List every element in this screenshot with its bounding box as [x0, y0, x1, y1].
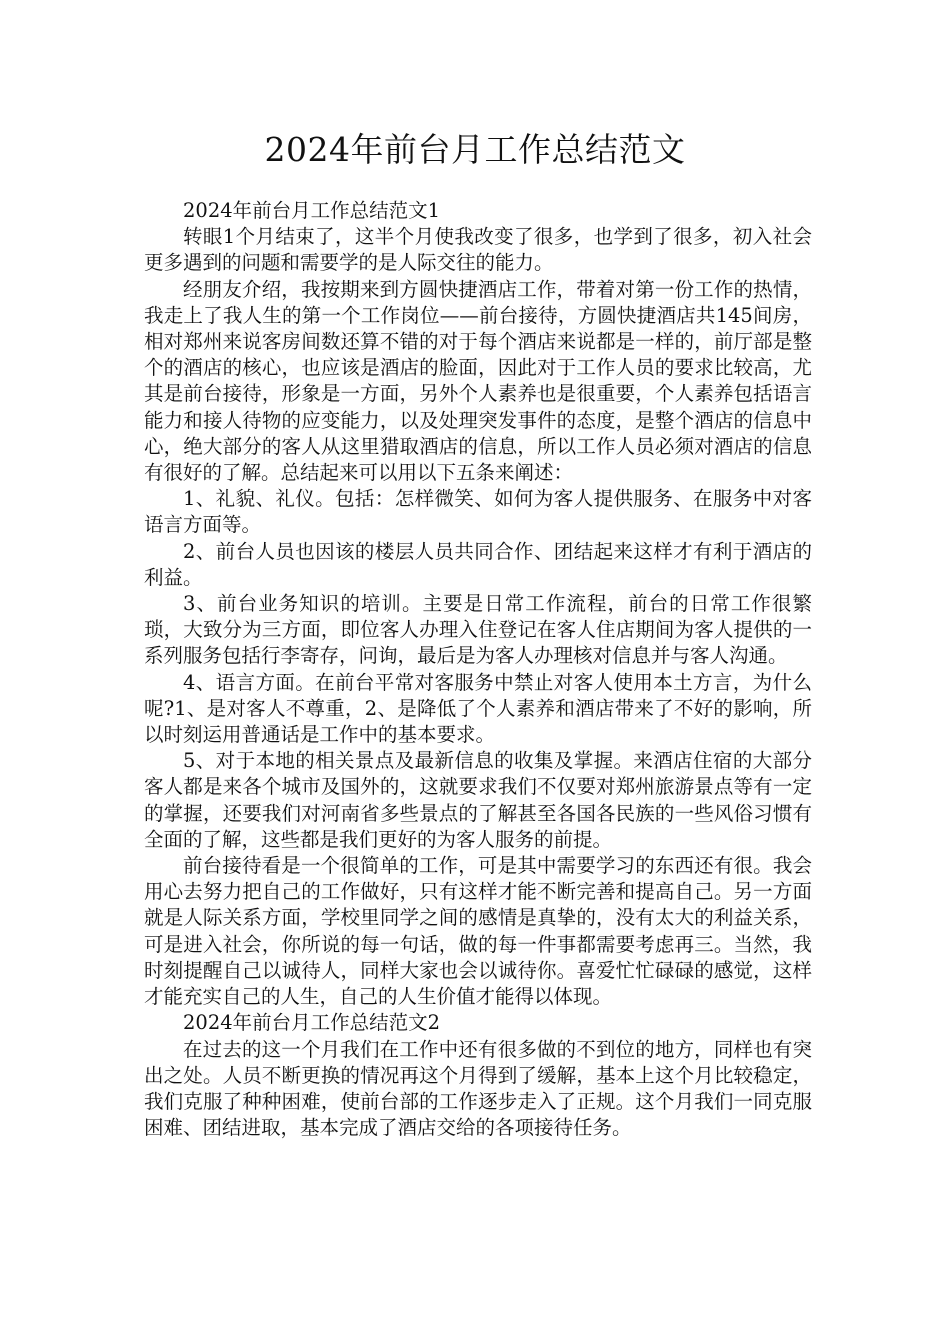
- paragraph-point-4: 4、语言方面。在前台平常对客服务中禁止对客人使用本土方言，为什么呢?1、是对客人不尊重，2、是降低了个人素养和酒店带来了不好的影响，所以时刻运用普通话是工作中的基本要求。: [144, 670, 812, 747]
- paragraph-background: 经朋友介绍，我按期来到方圆快捷酒店工作，带着对第一份工作的热情，我走上了我人生的第一个工作岗位——前台接待，方圆快捷酒店共145间房，相对郑州来说客房间数还算不错的对于每个酒店来说都是一样的，前厅部是整个的酒店的核心，也应该是酒店的脸面，因此对于工作人员的要求比较高，尤其是前台接待，形象是一方面，另外个人素养也是很重要，个人素养包括语言能力和接人待物的应变能力，以及处理突发事件的态度，是整个酒店的信息中心，绝大部分的客人从这里猎取酒店的信息，所以工作人员必须对酒店的信息有很好的了解。总结起来可以用以下五条来阐述：: [144, 277, 812, 485]
- paragraph-point-2: 2、前台人员也因该的楼层人员共同合作、团结起来这样才有利于酒店的利益。: [144, 539, 812, 589]
- document-body: [144, 198, 812, 1141]
- paragraph-point-5: 5、对于本地的相关景点及最新信息的收集及掌握。来酒店住宿的大部分客人都是来各个城市及国外的，这就要求我们不仅要对郑州旅游景点等有一定的掌握，还要我们对河南省多些景点的了解甚至各国各民族的一些风俗习惯有全面的了解，这些都是我们更好的为客人服务的前提。: [144, 749, 812, 851]
- paragraph-section-2: 在过去的这一个月我们在工作中还有很多做的不到位的地方，同样也有突出之处。人员不断更换的情况再这个月得到了缓解，基本上这个月比较稳定，我们克服了种种困难，使前台部的工作逐步走入了正规。这个月我们一同克服困难、团结进取，基本完成了酒店交给的各项接待任务。: [144, 1037, 812, 1140]
- section-heading-1: 2024年前台月工作总结范文1: [183, 199, 441, 222]
- paragraph-intro: 转眼1个月结束了，这半个月使我改变了很多，也学到了很多，初入社会更多遇到的问题和需要学的是人际交往的能力。: [144, 225, 812, 275]
- paragraph-point-1: 1、礼貌、礼仪。包括：怎样微笑、如何为客人提供服务、在服务中对客语言方面等。: [144, 487, 812, 537]
- paragraph-point-3: 3、前台业务知识的培训。主要是日常工作流程，前台的日常工作很繁琐，大致分为三方面，即位客人办理入住登记在客人住店期间为客人提供的一系列服务包括行李寄存，问询，最后是为客人办理核对信息并与客人沟通。: [144, 592, 812, 668]
- document-title: 2024年前台月工作总结范文: [264, 130, 686, 169]
- paragraph-reflection: 前台接待看是一个很简单的工作，可是其中需要学习的东西还有很。我会用心去努力把自己的工作做好，只有这样才能不断完善和提高自己。另一方面就是人际关系方面，学校里同学之间的感情是真挚的，没有太大的利益关系，可是进入社会，你所说的每一句话，做的每一件事都需要考虑再三。当然，我时刻提醒自己以诚待人，同样大家也会以诚待你。喜爱忙忙碌碌的感觉，这样才能充实自己的人生，自己的人生价值才能得以体现。: [144, 854, 812, 1009]
- section-heading-2: 2024年前台月工作总结范文2: [183, 1011, 441, 1035]
